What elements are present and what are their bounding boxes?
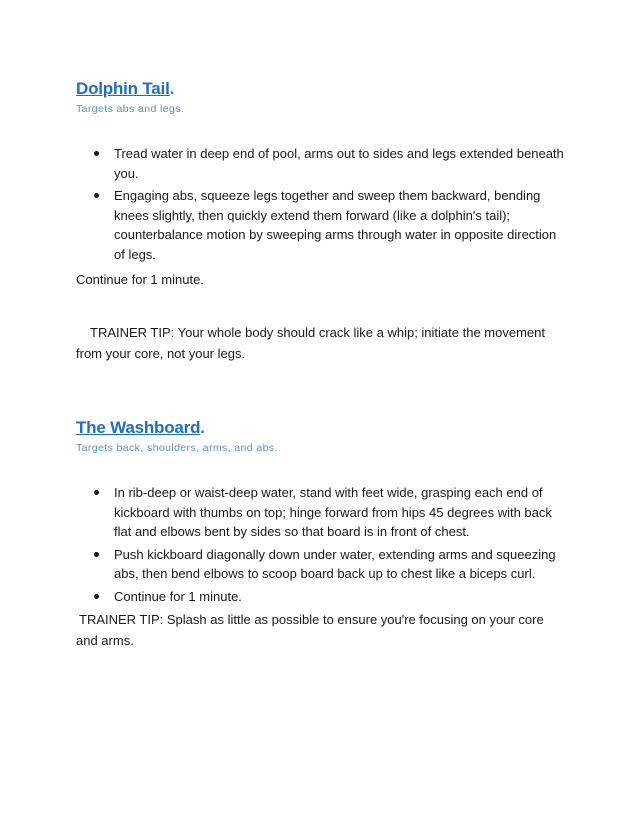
exercise-title-link[interactable]: The Washboard xyxy=(76,418,201,437)
exercise-section-washboard xyxy=(76,418,566,651)
trainer-tip xyxy=(76,609,566,651)
list-item-text: Engaging abs, squeeze legs together and sweep them backward, bending knees slightly, then quickly extend them forward (like a dolphin's tail); counterbalance motion by sweeping arms through water in opposite direction of legs. xyxy=(114,188,557,262)
instruction-list xyxy=(76,483,566,606)
trainer-tip-text: TRAINER TIP: Splash as little as possible to ensure you're focusing on your core and arms. xyxy=(76,612,544,648)
bullet-icon xyxy=(94,193,99,198)
bullet-icon xyxy=(94,490,99,495)
exercise-heading xyxy=(76,418,566,438)
title-suffix: . xyxy=(200,418,205,437)
list-item xyxy=(76,186,566,264)
list-item xyxy=(76,483,566,542)
list-item xyxy=(76,587,566,607)
bullet-icon xyxy=(94,552,99,557)
list-item-text: In rib-deep or waist-deep water, stand with feet wide, grasping each end of kickboard with thumbs on top; hinge forward from hips 45 degrees with back flat and elbows bent by sides so that board is in front of chest. xyxy=(114,485,552,539)
list-item-text: Push kickboard diagonally down under water, extending arms and squeezing abs, then bend elbows to scoop board back up to chest like a biceps curl. xyxy=(114,546,556,581)
list-item-text: Continue for 1 minute. xyxy=(114,588,242,604)
trainer-tip-text: TRAINER TIP: Your whole body should crack like a whip; initiate the movement from your core, not your legs. xyxy=(76,325,545,361)
trainer-tip xyxy=(76,322,566,364)
exercise-section-dolphin-tail xyxy=(76,79,566,364)
list-item xyxy=(76,144,566,183)
bullet-icon xyxy=(94,151,99,156)
exercise-subtitle: Targets abs and legs. xyxy=(76,103,185,115)
title-suffix: . xyxy=(169,79,175,98)
list-item-text: Tread water in deep end of pool, arms out to sides and legs extended beneath you. xyxy=(114,146,564,181)
exercise-heading xyxy=(76,79,566,99)
continue-text: Continue for 1 minute. xyxy=(76,272,204,287)
instruction-list xyxy=(76,144,566,264)
list-item xyxy=(76,545,566,584)
exercise-subtitle: Targets back, shoulders, arms, and abs. xyxy=(76,442,278,454)
bullet-icon xyxy=(94,594,99,599)
exercise-title-link[interactable]: Dolphin Tail xyxy=(76,79,170,98)
